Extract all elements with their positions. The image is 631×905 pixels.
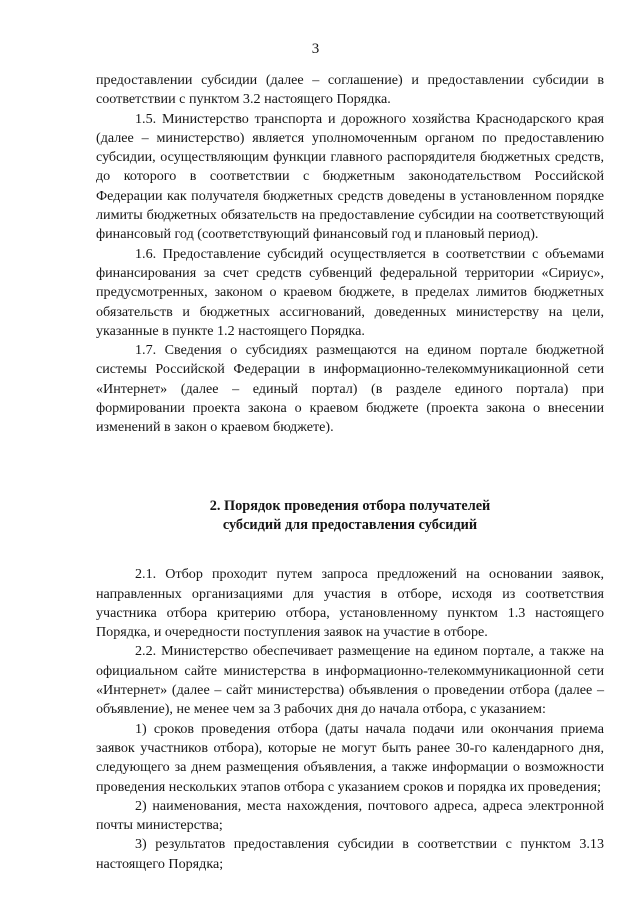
paragraph-2-2: 2.2. Министерство обеспечивает размещение на едином портале, а также на официальном сайте министерства в информационно-телекоммуникационной сети «Интернет» (далее – сайт министерства) объявления о проведении отбора (далее – объявление), не менее чем за 3 рабочих дня до начала отбора, с указанием: — [96, 643, 604, 718]
section-heading-line-2: субсидий для предоставления субсидий — [222, 516, 478, 533]
list-item-1: 1) сроков проведения отбора (даты начала подачи или окончания приема заявок участников отбора), которые не могут быть ранее 30-го календарного дня, следующего за днем размещения объявления, а также информации о возможности проведения нескольких этапов отбора с указанием сроков и порядка их проведения; — [96, 720, 604, 795]
list-item-2: 2) наименования, места нахождения, почтового адреса, адреса электронной почты министерства; — [96, 797, 604, 834]
section-heading — [96, 497, 604, 536]
page-number: 3 — [311, 41, 320, 57]
paragraph-continuation: предоставлении субсидии (далее – соглашение) и предоставлении субсидии в соответствии с пунктом 3.2 настоящего Порядка. — [96, 72, 604, 108]
paragraph-1-7: 1.7. Сведения о субсидиях размещаются на едином портале бюджетной системы Российской Федерации в информационно-телекоммуникационной сети «Интернет» (далее – единый портал) (в разделе единого портала) при формировании проекта закона о краевом бюджете (проекта закона о внесении изменений в закон о краевом бюджете). — [96, 342, 604, 436]
document-body — [96, 71, 604, 874]
section-heading-line-1: 2. Порядок проведения отбора получателей — [209, 497, 491, 514]
paragraph-1-5: 1.5. Министерство транспорта и дорожного хозяйства Краснодарского края (далее – министерство) является уполномоченным органом по предоставлению субсидии, осуществляющим функции главного распорядителя бюджетных средств, до которого в соответствии с бюджетным законодательством Российской Федерации как получателя бюджетных средств доведены в установленном порядке лимиты бюджетных обязательств на предоставление субсидии на соответствующий финансовый год (соответствующий финансовый год и плановый период). — [96, 110, 604, 243]
paragraph-1-6: 1.6. Предоставление субсидий осуществляется в соответствии с объемами финансирования за счет средств субвенций федеральной территории «Сириус», предусмотренных, законом о краевом бюджете, в пределах лимитов бюджетных обязательств и бюджетных ассигнований, доведенных министерству на цели, указанные в пункте 1.2 настоящего Порядка. — [96, 245, 604, 339]
paragraph-2-1: 2.1. Отбор проходит путем запроса предложений на основании заявок, направленных организациями для участия в отборе, исходя из соответствия участника отбора критерию отбора, установленному пунктом 1.3 настоящего Порядка, и очередности поступления заявок на участие в отборе. — [96, 566, 604, 641]
list-item-3: 3) результатов предоставления субсидии в соответствии с пунктом 3.13 настоящего Порядка; — [96, 836, 604, 872]
